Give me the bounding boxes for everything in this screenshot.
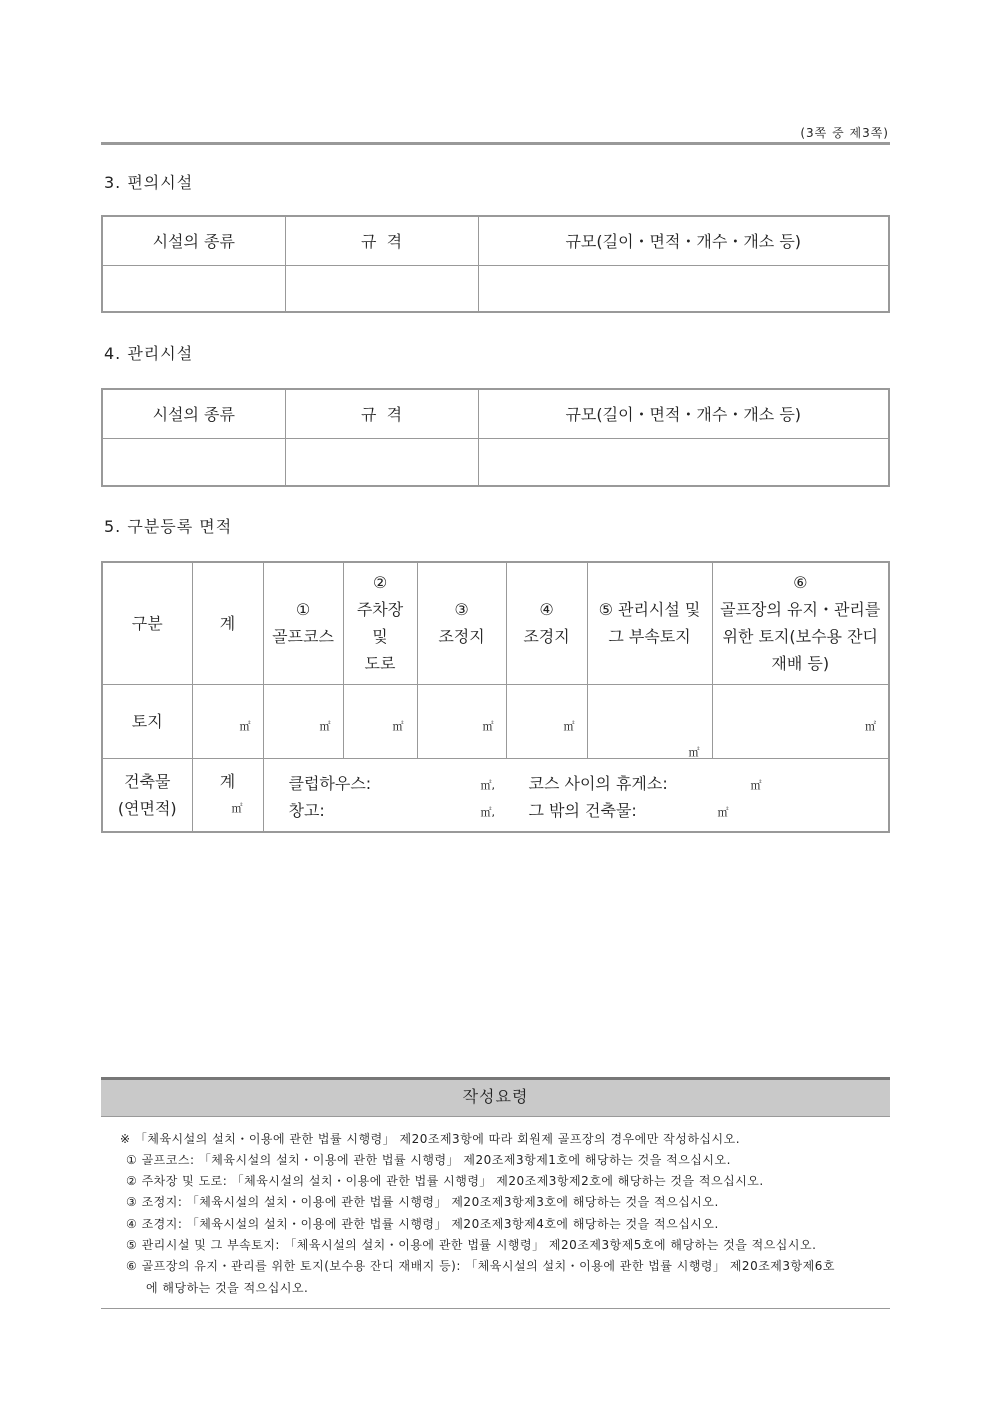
input-scale[interactable]	[478, 438, 889, 486]
row-label-building	[102, 758, 192, 832]
input-facility-type[interactable]	[102, 265, 285, 312]
header-scale: 규모(길이・면적・개수・개소 등)	[478, 389, 889, 438]
land-golf-course-field[interactable]	[263, 684, 343, 758]
input-scale[interactable]	[478, 265, 889, 312]
label-floor-area: (연면적)	[117, 798, 177, 818]
convenience-facility-table	[101, 215, 890, 313]
header-gubun: 구분	[102, 562, 192, 684]
label-rest-area: 코스 사이의 휴게소:	[528, 773, 668, 793]
unit-label: ㎡	[319, 719, 331, 733]
header-spec: 규 격	[285, 216, 478, 265]
label-parking: 주차장	[356, 600, 404, 620]
section-5-title: 5. 구분등록 면적	[104, 517, 233, 536]
building-details	[263, 758, 889, 832]
input-facility-type[interactable]	[102, 438, 285, 486]
label-other-building: 그 밖의 건축물:	[528, 800, 637, 820]
guide-note: ② 주차장 및 도로: 「체육시설의 설치・이용에 관한 법률 시행령」 제20조제3항제2호에 해당하는 것을 적으십시오.	[126, 1174, 764, 1188]
unit-label: ㎡	[750, 778, 762, 792]
building-total-field[interactable]	[192, 758, 263, 832]
label-landscape: 조경지	[523, 627, 570, 647]
row-label-land: 토지	[102, 684, 192, 758]
unit-label: ㎡	[717, 805, 729, 819]
section-3-title: 3. 편의시설	[104, 173, 194, 192]
header-facility-type: 시설의 종류	[102, 389, 285, 438]
label-maintenance-2: 위한 토지(보수용 잔디	[722, 627, 879, 647]
header-parking-road	[343, 562, 417, 684]
section-4-title: 4. 관리시설	[104, 344, 194, 363]
marker-4: ④	[539, 600, 554, 620]
guide-note: ⑤ 관리시설 및 그 부속토지: 「체육시설의 설치・이용에 관한 법률 시행령」 제20조제3항제5호에 해당하는 것을 적으십시오.	[126, 1238, 817, 1252]
marker-6: ⑥	[793, 573, 808, 593]
marker-1: ①	[295, 600, 311, 620]
guide-note: ① 골프코스: 「체육시설의 설치・이용에 관한 법률 시행령」 제20조제3항제1호에 해당하는 것을 적으십시오.	[126, 1153, 731, 1167]
land-maintenance-field[interactable]	[712, 684, 889, 758]
label-management-2: 그 부속토지	[608, 627, 691, 647]
header-golf-course	[263, 562, 343, 684]
header-total: 계	[192, 562, 263, 684]
header-management-facility	[587, 562, 712, 684]
area-registration-table	[101, 561, 890, 833]
unit-label: ㎡	[563, 719, 575, 733]
header-scale: 규모(길이・면적・개수・개소 등)	[478, 216, 889, 265]
label-building: 건축물	[124, 771, 171, 791]
label-maintenance-3: 재배 등)	[771, 654, 830, 674]
input-spec[interactable]	[285, 438, 478, 486]
header-reservoir	[417, 562, 506, 684]
guide-note: ⑥ 골프장의 유지・관리를 위한 토지(보수용 잔디 재배지 등): 「체육시설의 설치・이용에 관한 법률 시행령」 제20조제3항제6호	[126, 1259, 835, 1273]
input-spec[interactable]	[285, 265, 478, 312]
label-clubhouse: 클럽하우스:	[288, 773, 372, 793]
page-number: (3쪽 중 제3쪽)	[800, 126, 889, 140]
header-spec: 규 격	[285, 389, 478, 438]
unit-label: ㎡,	[480, 805, 495, 819]
unit-label: ㎡	[239, 719, 251, 733]
unit-label: ㎡	[392, 719, 404, 733]
land-management-field[interactable]	[587, 684, 712, 758]
label-reservoir: 조정지	[438, 627, 485, 647]
label-golf-course: 골프코스	[272, 627, 334, 647]
label-maintenance-1: 골프장의 유지・관리를	[720, 600, 881, 620]
label-road: 도로	[364, 654, 396, 674]
marker-3: ③	[454, 600, 469, 620]
guide-note: 에 해당하는 것을 적으십시오.	[146, 1281, 309, 1295]
guide-title: 작성요령	[101, 1080, 890, 1117]
guide-note: ③ 조정지: 「체육시설의 설치・이용에 관한 법률 시행령」 제20조제3항제3호에 해당하는 것을 적으십시오.	[126, 1195, 719, 1209]
guide-note: ④ 조경지: 「체육시설의 설치・이용에 관한 법률 시행령」 제20조제3항제4호에 해당하는 것을 적으십시오.	[126, 1217, 719, 1231]
header-facility-type: 시설의 종류	[102, 216, 285, 265]
unit-label: ㎡	[865, 719, 876, 733]
land-total-field[interactable]	[192, 684, 263, 758]
management-facility-table	[101, 388, 890, 487]
unit-label: ㎡	[688, 745, 700, 759]
label-storage: 창고:	[288, 800, 325, 820]
label-management-1: ⑤ 관리시설 및	[598, 600, 701, 620]
unit-label: ㎡	[482, 719, 494, 733]
land-parking-field[interactable]	[343, 684, 417, 758]
top-divider	[101, 142, 890, 145]
label-and: 및	[372, 627, 388, 647]
header-maintenance-land	[712, 562, 889, 684]
bottom-divider	[101, 1308, 890, 1309]
unit-label: ㎡,	[480, 778, 495, 792]
marker-2: ②	[372, 573, 388, 593]
unit-label: ㎡	[231, 801, 243, 815]
land-landscape-field[interactable]	[506, 684, 587, 758]
land-reservoir-field[interactable]	[417, 684, 506, 758]
header-landscape	[506, 562, 587, 684]
label-total: 계	[219, 771, 236, 791]
guide-note: ※ 「체육시설의 설치・이용에 관한 법률 시행령」 제20조제3항에 따라 회원제 골프장의 경우에만 작성하십시오.	[120, 1132, 741, 1146]
